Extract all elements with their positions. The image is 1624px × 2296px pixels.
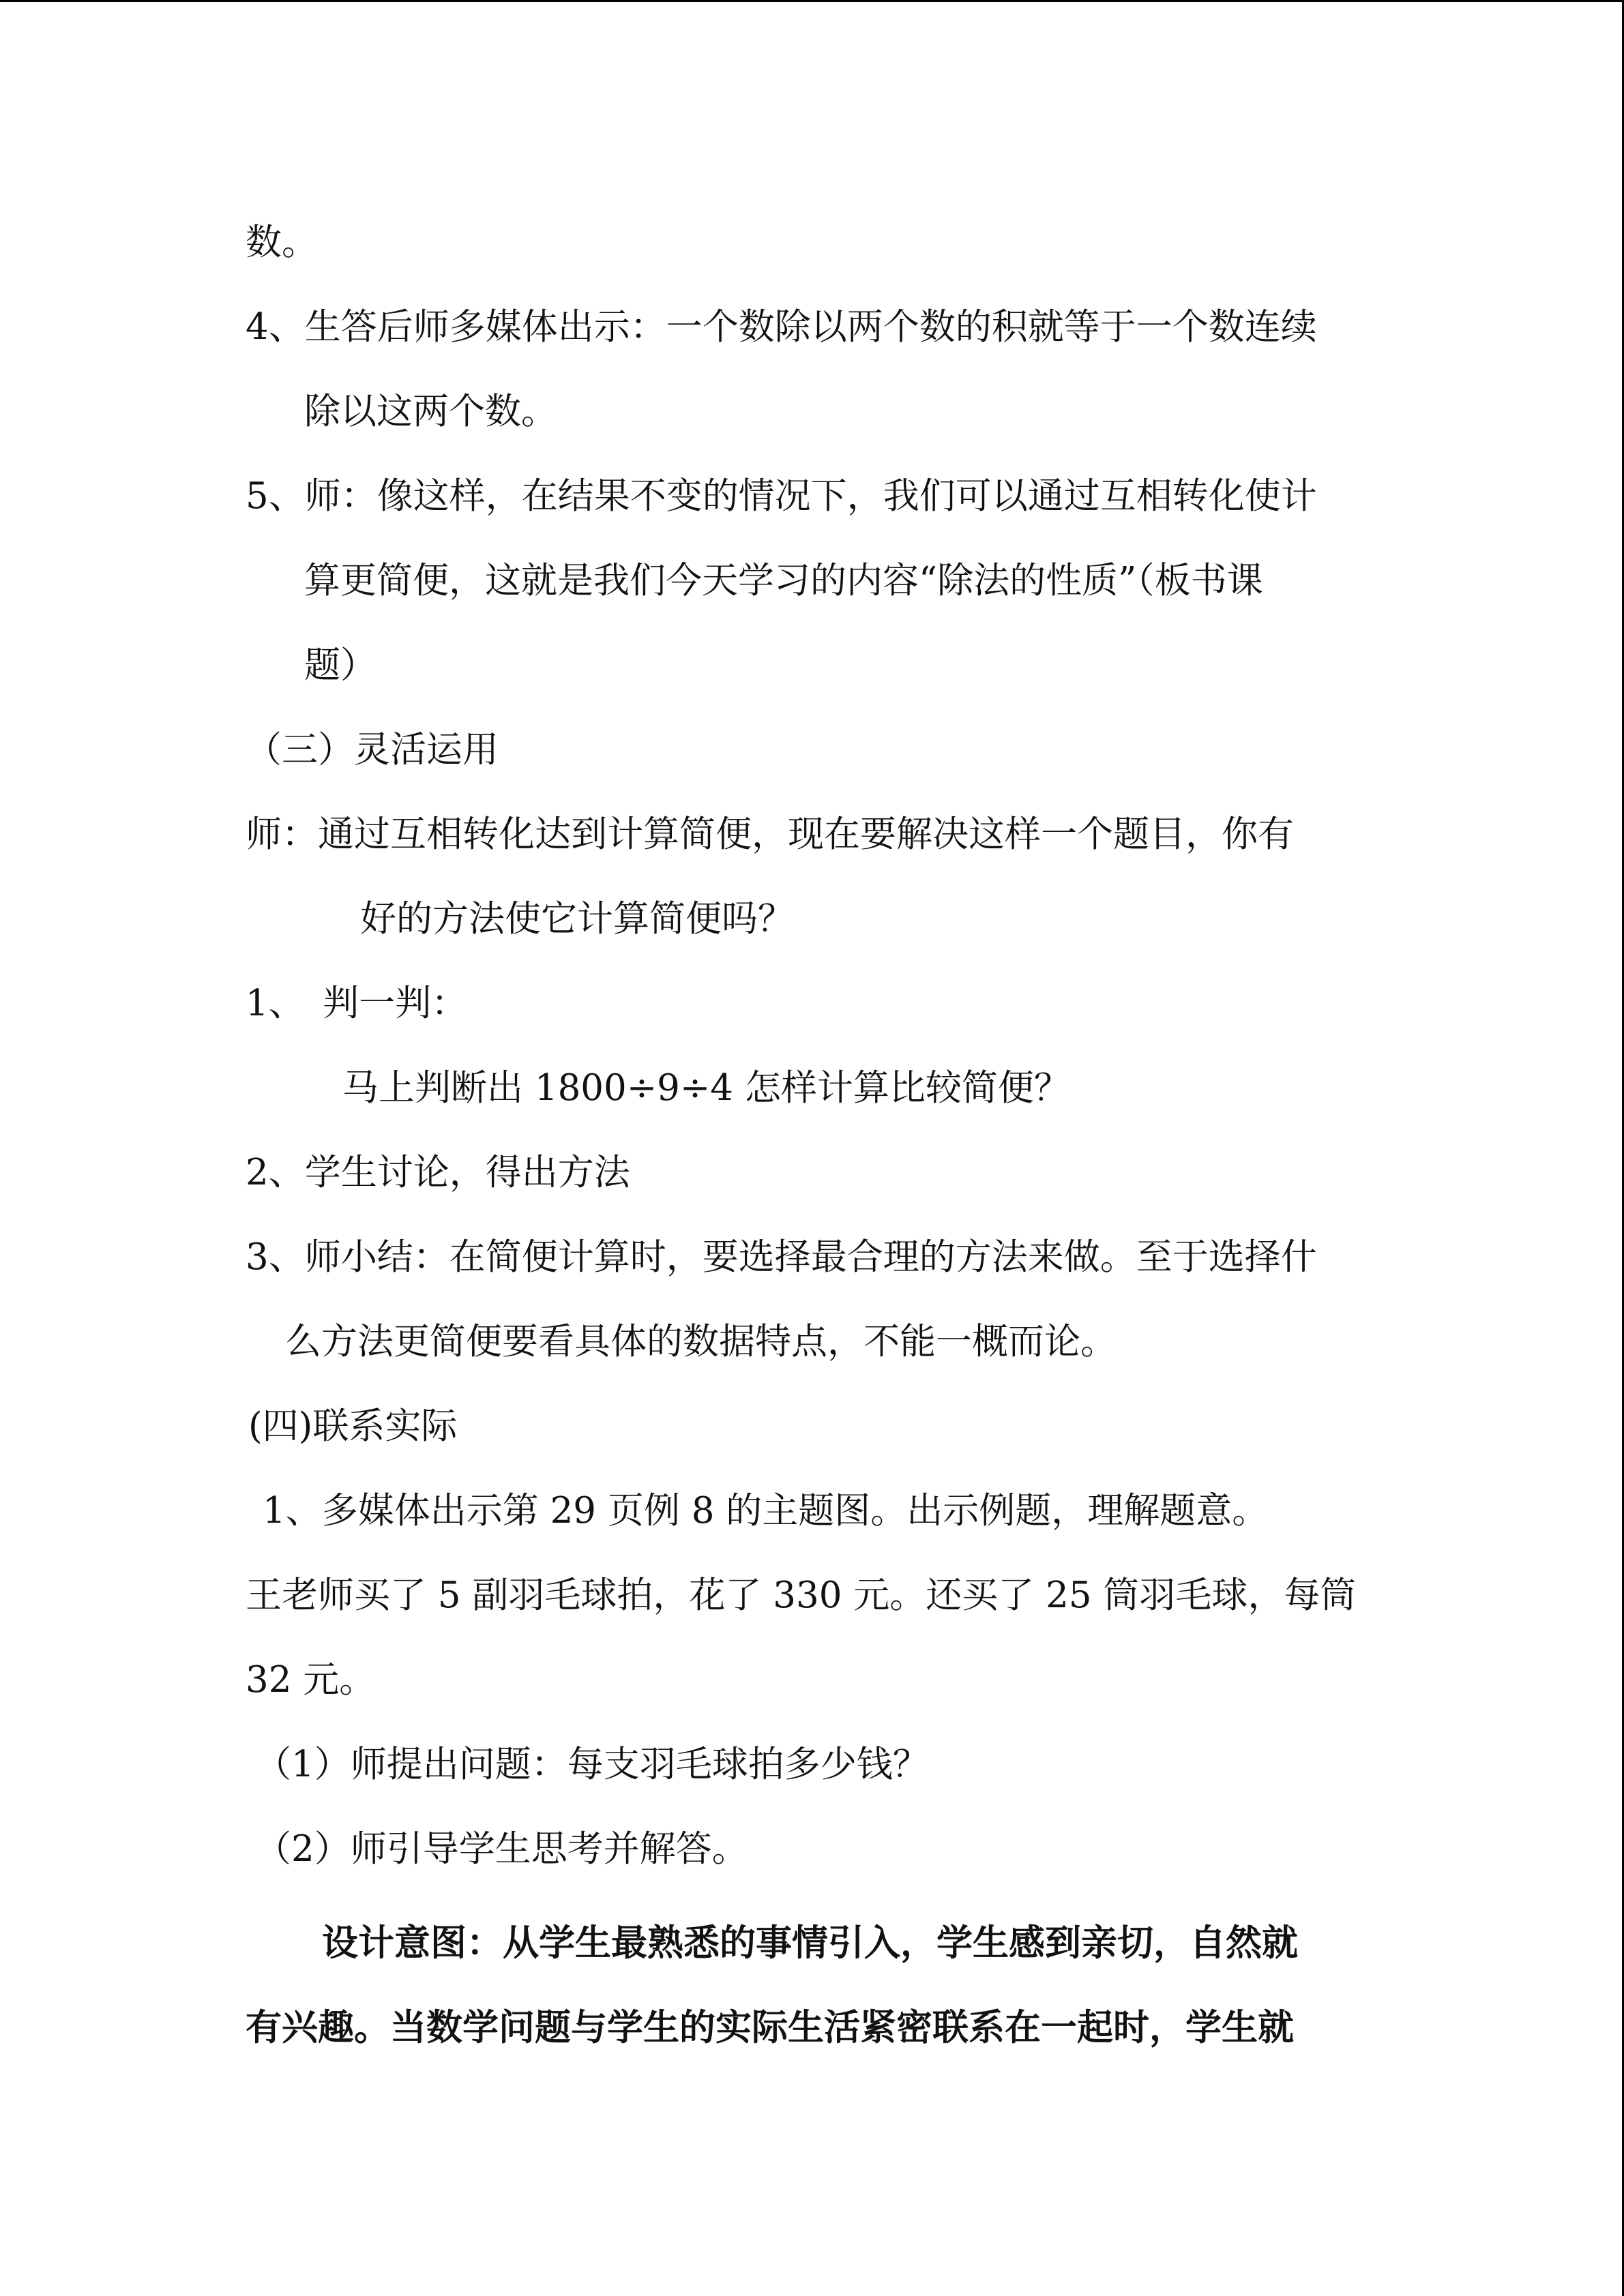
step-4-line: 4、生答后师多媒体出示：一个数除以两个数的积就等于一个数连续 [246,306,1317,348]
question-1: （1）师提出问题：每支羽毛球拍多少钱？ [255,1744,929,1785]
section-3-heading: （三）灵活运用 [246,729,499,771]
step-5-line: 5、师：像这样，在结果不变的情况下，我们可以通过互相转化使计 [246,475,1317,517]
design-intent-line: 设计意图：从学生最熟悉的事情引入，学生感到亲切，自然就 [322,1922,1298,1964]
word-problem-line: 王老师买了 5 副羽毛球拍，花了 330 元。还买了 25 筒羽毛球，每筒 [246,1575,1357,1616]
question-2: （2）师引导学生思考并解答。 [255,1828,748,1870]
judge-item-heading: 1、 判一判： [246,983,468,1024]
design-intent-continuation: 有兴趣。当数学问题与学生的实际生活紧密联系在一起时，学生就 [246,2006,1294,2048]
section-4-heading: (四)联系实际 [248,1405,458,1447]
example-step-1: 1、多媒体出示第 29 页例 8 的主题图。出示例题，理解题意。 [263,1490,1269,1532]
text-line-1: 数。 [246,222,318,263]
step-5-continuation-1: 算更简便，这就是我们今天学习的内容“除法的性质”（板书课 [304,560,1263,601]
step-4-continuation: 除以这两个数。 [304,391,557,432]
teacher-prompt-line: 师：通过互相转化达到计算简便，现在要解决这样一个题目，你有 [246,814,1294,855]
discussion-step: 2、学生讨论，得出方法 [246,1152,630,1193]
summary-continuation: 么方法更简便要看具体的数据特点，不能一概而论。 [285,1321,1117,1362]
teacher-prompt-continuation: 好的方法使它计算简便吗？ [360,898,794,940]
judge-question: 马上判断出 1800÷9÷4 怎样计算比较简便？ [342,1067,1070,1109]
step-5-continuation-2: 题） [304,644,377,686]
word-problem-continuation: 32 元。 [246,1659,376,1701]
summary-step: 3、师小结：在简便计算时，要选择最合理的方法来做。至于选择什 [246,1236,1317,1278]
